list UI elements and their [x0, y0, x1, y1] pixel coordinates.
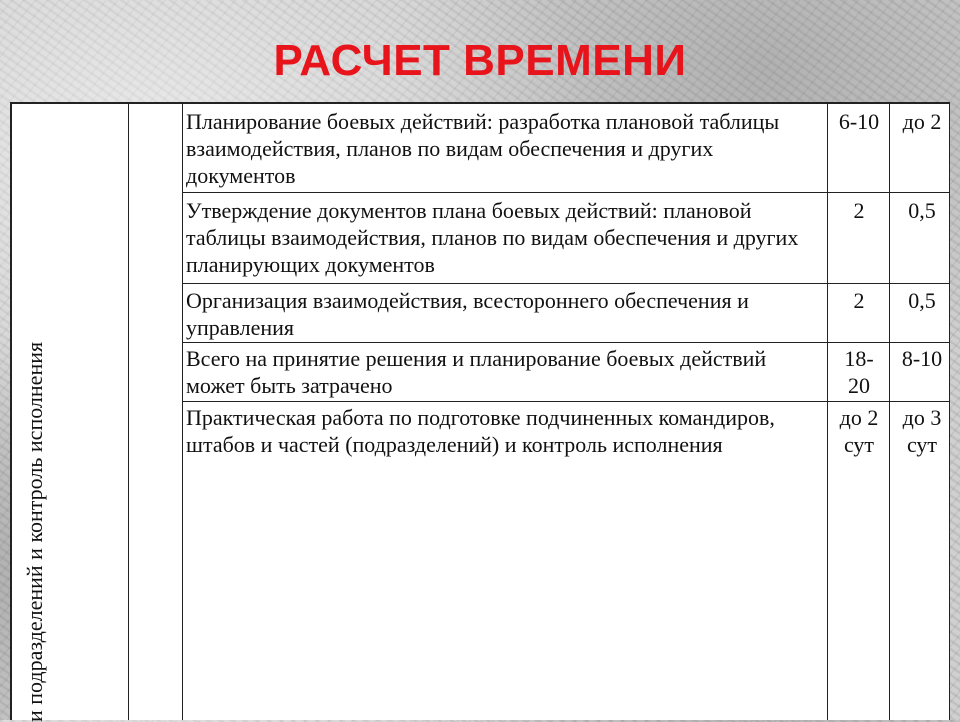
time-table [10, 102, 950, 720]
row-3-col2: 0,5 [908, 288, 936, 313]
row-divider [182, 283, 949, 284]
row-2-col1: 2 [853, 198, 865, 223]
row-1-description: Планирование боевых действий: разработка плановой таблицы взаимодействия, планов по видам обеспечения и других документов [186, 109, 780, 188]
row-5-col1: до 2 сут [839, 405, 879, 457]
row-4-col2: 8-10 [901, 346, 943, 371]
row-divider [182, 401, 949, 402]
row-4-col1: 18-20 [844, 346, 874, 398]
row-5-description: Практическая работа по подготовке подчиненных командиров, штабов и частей (подразделений) и контроль исполнения [186, 405, 775, 457]
slide-title: РАСЧЕТ ВРЕМЕНИ [273, 36, 687, 85]
column-divider [827, 104, 828, 720]
row-2-description: Утверждение документов плана боевых действий: плановой таблицы взаимодействия, планов по видам обеспечения и других планирующих документов [186, 198, 799, 277]
vertical-label: и подразделений и контроль исполнения [22, 341, 47, 722]
row-3-description: Организация взаимодействия, всестороннего обеспечения и управления [186, 288, 749, 340]
row-2-col2: 0,5 [908, 198, 936, 223]
vertical-label-cell [12, 104, 130, 722]
row-divider [182, 342, 949, 343]
row-divider [182, 192, 949, 193]
row-4-description: Всего на принятие решения и планирование боевых действий может быть затрачено [186, 346, 767, 398]
column-divider [182, 104, 183, 720]
column-divider [889, 104, 890, 720]
row-1-col2: до 2 [902, 109, 942, 134]
row-3-col1: 2 [853, 288, 865, 313]
row-5-col2: до 3 сут [902, 405, 942, 457]
row-1-col1: 6-10 [838, 109, 880, 134]
